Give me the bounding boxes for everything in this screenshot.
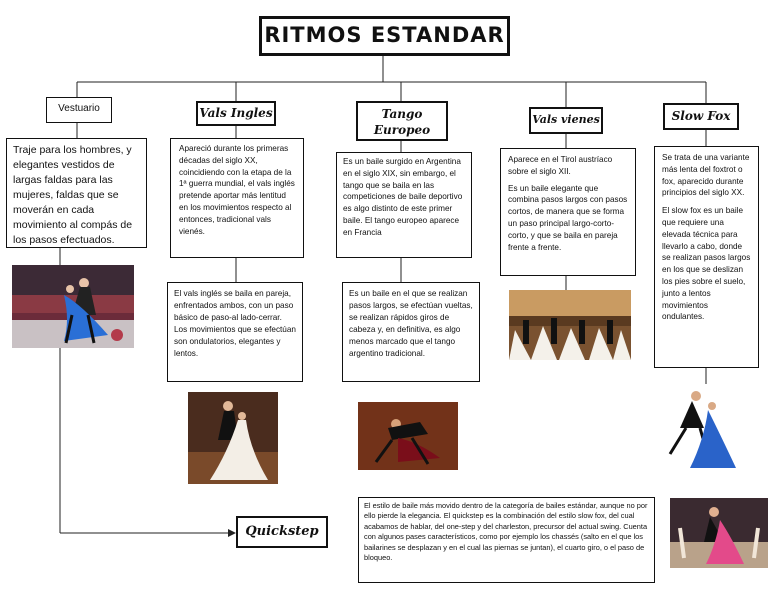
tango-text-1: Es un baile surgido en Argentina en el siglo XIX, sin embargo, el tango que se baila en las competiciones de baile deportivo es algo distinto de este primer baile. El tango europeo aparece en Francia (343, 157, 463, 237)
vestuario-text: Traje para los hombres, y elegantes vestidos de largas faldas para las mujeres, faldas que se moverán en cada movimiento al compás de los pasos efectuados. (13, 144, 133, 246)
tango-text-box-2 (342, 282, 480, 382)
vals-ingles-text-2: El vals inglés se baila en pareja, enfrentados ambos, con un paso básico de paso-al lado-cerrar. Los movimientos que se efectúan son ondulatorios, elegantes y lentos. (174, 289, 296, 358)
header-quickstep (236, 516, 328, 548)
header-vals-ingles-label: Vals Ingles (199, 106, 273, 120)
header-slow-fox (663, 103, 739, 130)
vals-ingles-text-box-1 (170, 138, 304, 258)
vals-vienes-photo (509, 290, 631, 360)
vals-vienes-text-2: Es un baile elegante que combina pasos largos con pasos cortos, de manera que se forma un paso principal largo-corto-corto, y que se baila en pareja frente a frente. (508, 183, 628, 252)
quickstep-photo (670, 498, 768, 568)
slow-fox-text-2: El slow fox es un baile que requiere una elevada técnica para llevarlo a cabo, donde se realizan pasos largos en los que se deslizan los pies sobre el suelo, junto a lentos movimientos ondulantes. (662, 206, 751, 322)
header-vals-ingles (196, 101, 276, 126)
tango-text-2: Es un baile en el que se realizan pasos largos, se efectúan vueltas, se realizan rápidos giros de cabeza y, en definitiva, es algo menos marcado que el tango argentino tradicional. (349, 289, 473, 358)
quickstep-text-box (358, 497, 655, 583)
tango-text-box-1 (336, 152, 472, 258)
header-slow-fox-label: Slow Fox (671, 109, 731, 123)
tango-photo (358, 402, 458, 470)
header-vals-vienes-label: Vals vienes (532, 113, 600, 126)
quickstep-text: El estilo de baile más movido dentro de la categoría de bailes estándar, aunque no por ello pierde la elegancia. El quickstep es la combinación del estilo slow fox, del cual acabamos de hablar, del one-step y del charleston, precursor del actual swing. Cuenta con algunos pases característicos, como por ejemplo los chassés (salto en el que los bailarines se desplazan y en el cual las piernas se juntan), el cuarto giro, o el paso de bloqueo. (364, 501, 648, 563)
vals-ingles-text-1: Apareció durante los primeras décadas del siglo XX, coincidiendo con la etapa de la 1ª guerra mundial, el vals inglés pretende aportar más lentitud en los movimientos respecto al entonces, tradicional vals vienés. (179, 144, 295, 236)
header-tango-label: Tango Europeo (373, 107, 431, 137)
slow-fox-photo (660, 384, 742, 474)
header-vestuario-label: Vestuario (58, 103, 100, 114)
vals-vienes-text-box (500, 148, 636, 276)
vals-ingles-text-box-2 (167, 282, 303, 382)
diagram-title: RITMOS ESTANDAR (259, 16, 510, 56)
vals-ingles-photo (188, 392, 278, 484)
vestuario-text-box (6, 138, 147, 248)
vals-vienes-text-1: Aparece en el Tirol austríaco sobre el siglo XII. (508, 155, 613, 176)
vestuario-photo (12, 265, 134, 348)
slow-fox-text-1: Se trata de una variante más lenta del foxtrot o fox, aparecido durante principios del siglo XX. (662, 153, 750, 198)
slow-fox-text-box (654, 146, 759, 368)
header-quickstep-label: Quickstep (245, 524, 319, 539)
header-vestuario (46, 97, 112, 123)
header-vals-vienes (529, 107, 603, 134)
header-tango (356, 101, 448, 141)
